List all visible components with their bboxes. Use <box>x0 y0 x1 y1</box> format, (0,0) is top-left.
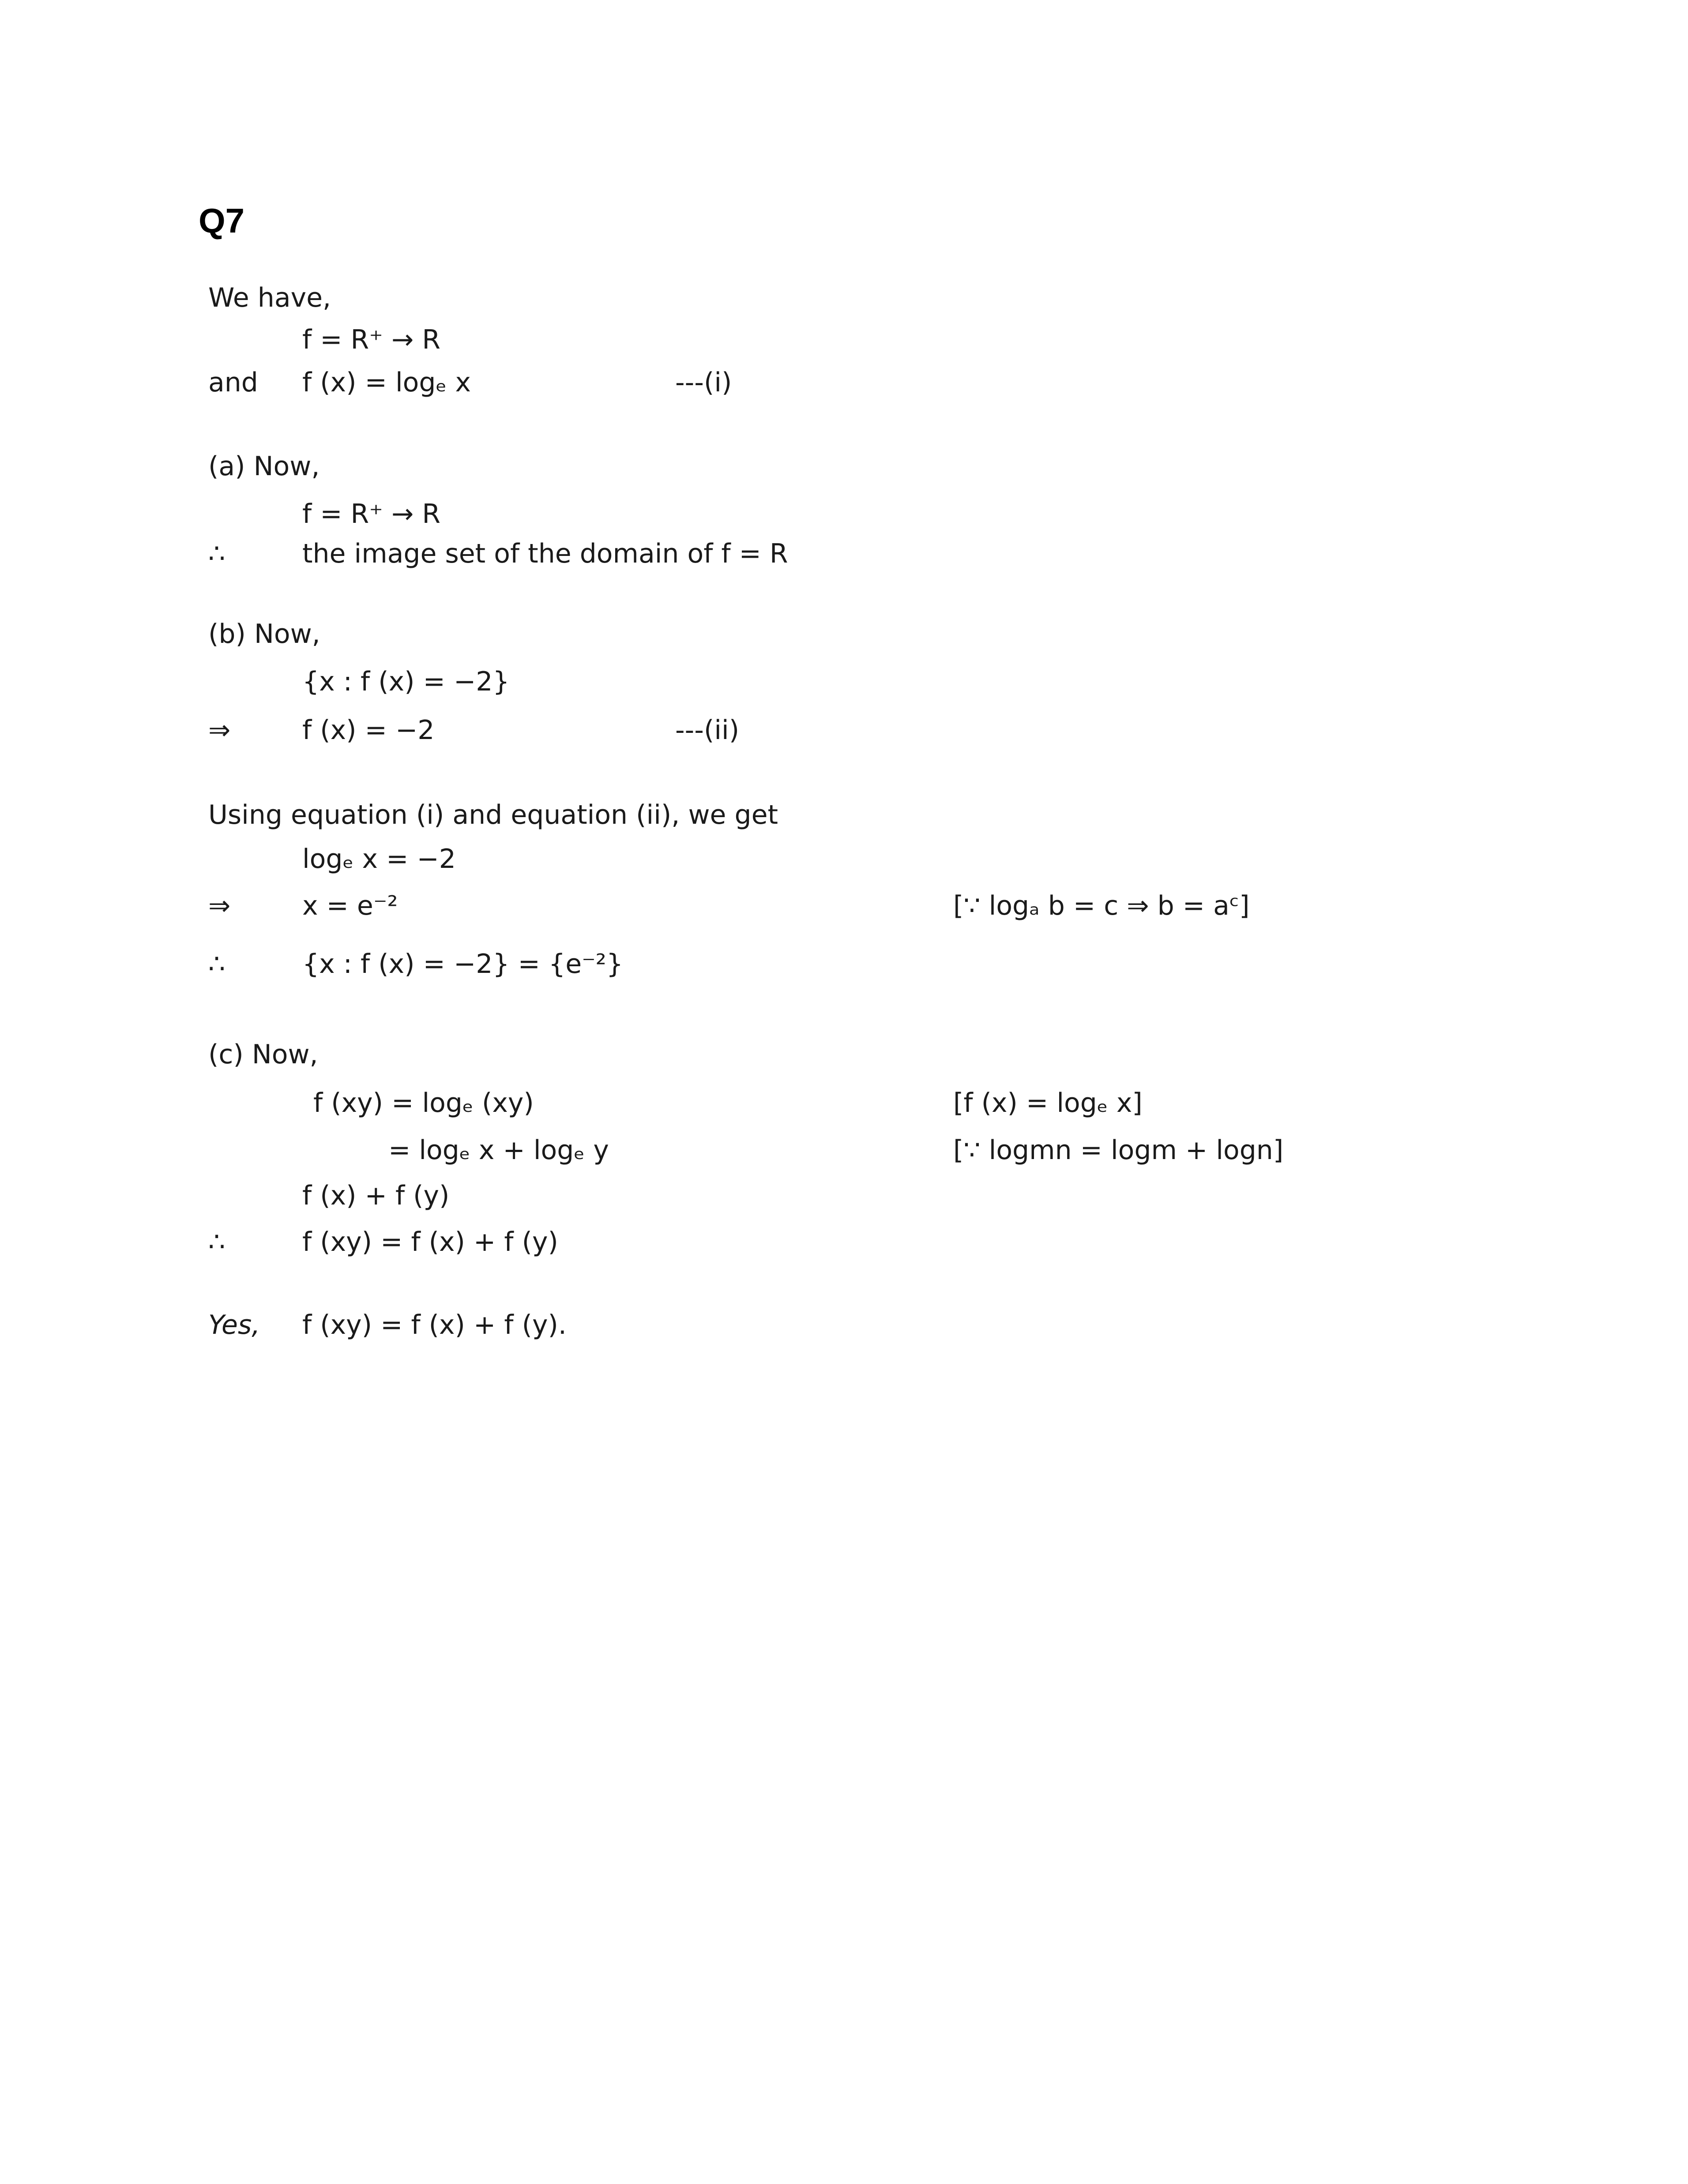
line-b-fx <box>0 715 1688 754</box>
part-b-heading: (b) Now, <box>208 619 320 649</box>
function-definition: f (x) = logₑ x <box>302 367 471 398</box>
fx-plus-fy: f (x) + f (y) <box>302 1180 450 1211</box>
line-def-fx <box>0 367 1688 407</box>
line-x-eq <box>0 890 1688 930</box>
therefore-symbol: ∴ <box>208 538 226 569</box>
line-b-set <box>0 666 1688 706</box>
function-mapping: f = R⁺ → R <box>302 324 441 355</box>
fx-definition-note: [f (x) = logₑ x] <box>953 1088 1143 1118</box>
line-def-map <box>0 324 1688 364</box>
line-we-have <box>0 282 1688 322</box>
fxy-log-expression: f (xy) = logₑ (xy) <box>313 1088 534 1118</box>
implies-symbol: ⇒ <box>208 715 231 746</box>
equation-ref-i: ---(i) <box>675 367 732 398</box>
question-number: Q7 <box>199 201 245 240</box>
therefore-symbol-2: ∴ <box>208 949 226 979</box>
part-a-heading: (a) Now, <box>208 451 320 482</box>
function-mapping-a: f = R⁺ → R <box>302 499 441 529</box>
line-c-fx-fy <box>0 1180 1688 1220</box>
equation-ref-ii: ---(ii) <box>675 715 740 746</box>
part-c-heading: (c) Now, <box>208 1039 318 1070</box>
image-set-statement: the image set of the domain of f = R <box>302 538 788 569</box>
log-product-rule-note: [∵ logmn = logm + logn] <box>953 1135 1284 1166</box>
line-final <box>0 1310 1688 1349</box>
line-part-b <box>0 619 1688 658</box>
log-definition-note: [∵ logₐ b = c ⇒ b = aᶜ] <box>953 890 1250 921</box>
and-label: and <box>208 367 258 398</box>
we-have-text: We have, <box>208 282 331 313</box>
yes-label: Yes, <box>208 1310 260 1340</box>
line-part-a <box>0 451 1688 491</box>
log-sum-expression: = logₑ x + logₑ y <box>388 1135 609 1166</box>
x-equals-e-power: x = e⁻² <box>302 890 398 921</box>
set-expression: {x : f (x) = −2} <box>302 666 510 697</box>
line-set-result <box>0 949 1688 988</box>
line-c-fxy <box>0 1088 1688 1127</box>
fxy-result: f (xy) = f (x) + f (y) <box>302 1227 558 1257</box>
therefore-symbol-3: ∴ <box>208 1227 226 1257</box>
line-a-map <box>0 499 1688 538</box>
line-a-image <box>0 538 1688 578</box>
line-c-sum <box>0 1135 1688 1175</box>
set-result: {x : f (x) = −2} = {e⁻²} <box>302 949 624 979</box>
line-log-eq <box>0 844 1688 883</box>
log-equation: logₑ x = −2 <box>302 844 456 874</box>
line-part-c <box>0 1039 1688 1079</box>
line-c-result <box>0 1227 1688 1266</box>
line-using <box>0 799 1688 839</box>
fx-equals-minus-two: f (x) = −2 <box>302 715 435 746</box>
using-equations-text: Using equation (i) and equation (ii), we get <box>208 799 778 830</box>
final-statement: f (xy) = f (x) + f (y). <box>302 1310 567 1340</box>
implies-symbol-2: ⇒ <box>208 890 231 921</box>
